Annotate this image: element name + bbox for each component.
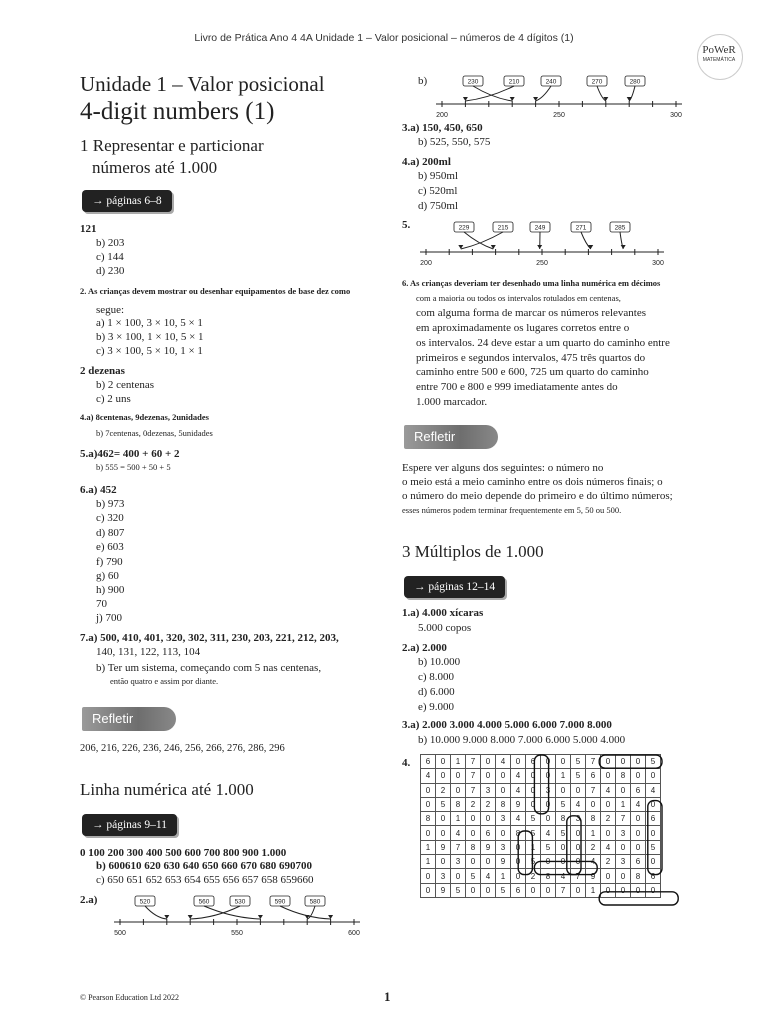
question-4a: 4.a) 200ml [402, 156, 451, 168]
grid-cell: 0 [601, 869, 616, 883]
question-3a-multiples: 3.a) 2.000 3.000 4.000 5.000 6.000 7.000 8.000 [402, 719, 612, 731]
value-box-label: 520 [139, 898, 151, 906]
grid-cell: 0 [646, 855, 661, 869]
pointer-arrow [145, 906, 167, 919]
grid-cell: 3 [571, 812, 586, 826]
answer-3b-multiples: b) 10.000 9.000 8.000 7.000 6.000 5.000 4.000 [418, 734, 626, 746]
grid-cell: 0 [646, 769, 661, 783]
grid-cell: 4 [511, 769, 526, 783]
grid-cell: 3 [436, 869, 451, 883]
answer-6-line: entre 700 e 800 e 999 imediatamente antes do [416, 381, 618, 393]
question-4-label: 4. [402, 757, 411, 769]
grid-cell: 0 [631, 840, 646, 854]
grid-cell: 5 [556, 826, 571, 840]
grid-cell: 2 [601, 855, 616, 869]
arrow-head [621, 245, 626, 249]
grid-cell: 1 [616, 797, 631, 811]
pointer-arrow [465, 86, 514, 101]
grid-cell: 5 [496, 883, 511, 897]
grid-cell: 0 [631, 826, 646, 840]
grid-cell: 0 [511, 840, 526, 854]
answer-line: c) 2 uns [96, 393, 131, 405]
grid-cell: 4 [646, 783, 661, 797]
grid-cell: 0 [526, 883, 541, 897]
grid-cell: 0 [631, 769, 646, 783]
section-heading-1: 1 Representar e particionar [80, 136, 264, 155]
answer-line: d) 807 [96, 527, 125, 539]
grid-cell: 0 [511, 755, 526, 769]
grid-cell: 0 [421, 797, 436, 811]
question-6: 6. As crianças deveriam ter desenhado uma linha numérica em décimos [402, 278, 661, 288]
grid-cell: 7 [586, 783, 601, 797]
grid-cell: 7 [466, 783, 481, 797]
question-5-label: 5. [402, 219, 411, 231]
grid-cell: 3 [616, 826, 631, 840]
answer-line: b) 3 × 100, 1 × 10, 5 × 1 [96, 331, 204, 343]
grid-cell: 6 [646, 869, 661, 883]
numberline-answer-c: c) 650 651 652 653 654 655 656 657 658 659660 [96, 874, 314, 886]
grid-cell: 1 [421, 855, 436, 869]
answer-line: b) 2 centenas [96, 379, 155, 391]
grid-cell: 5 [541, 840, 556, 854]
value-box-label: 215 [497, 224, 509, 232]
grid-cell: 2 [526, 869, 541, 883]
grid-cell: 1 [451, 812, 466, 826]
grid-cell: 8 [631, 869, 646, 883]
logo-subtitle: MATEMÁTICA [702, 57, 736, 63]
running-header: Livro de Prática Ano 4 4A Unidade 1 – Valor posicional – números de 4 dígitos (1) [194, 32, 574, 44]
tick-label: 200 [436, 112, 448, 119]
grid-cell: 0 [541, 812, 556, 826]
tick-label: 200 [420, 260, 432, 267]
grid-cell: 4 [586, 855, 601, 869]
section-heading-2: Linha numérica até 1.000 [80, 780, 254, 799]
grid-row [421, 826, 661, 840]
grid-cell: 5 [571, 755, 586, 769]
answer-line: 121 [80, 223, 97, 235]
arrow-head [328, 915, 333, 919]
answer-line: d) 6.000 [418, 686, 455, 698]
grid-cell: 0 [616, 840, 631, 854]
grid-cell: 0 [586, 797, 601, 811]
pointer-arrow [204, 906, 260, 919]
grid-cell: 1 [586, 883, 601, 897]
answer-3b: b) 525, 550, 575 [418, 136, 491, 148]
reflect-answer-line: o número do meio depende do primeiro e do último números; [402, 490, 673, 502]
value-box-label: 210 [508, 78, 520, 86]
grid-cell: 0 [631, 883, 646, 897]
grid-cell: 0 [541, 769, 556, 783]
grid-cell: 0 [601, 755, 616, 769]
grid-cell: 2 [466, 797, 481, 811]
grid-cell: 0 [601, 883, 616, 897]
grid-cell: 0 [601, 797, 616, 811]
question-6a: 6.a) 452 [80, 484, 117, 496]
grid-cell: 4 [421, 769, 436, 783]
grid-cell: 0 [616, 755, 631, 769]
answer-line: h) 900 [96, 584, 125, 596]
answer-line: f) 790 [96, 556, 123, 568]
grid-cell: 0 [421, 869, 436, 883]
grid-cell: 0 [526, 769, 541, 783]
question-3: 2 dezenas [80, 365, 125, 377]
grid-row [421, 783, 661, 797]
grid-cell: 5 [556, 797, 571, 811]
tick-label: 550 [231, 930, 243, 937]
grid-cell: 5 [571, 769, 586, 783]
answer-7a-cont: 140, 131, 122, 113, 104 [96, 646, 201, 658]
grid-cell: 4 [631, 797, 646, 811]
answer-line: c) 520ml [418, 185, 458, 197]
grid-cell: 0 [496, 783, 511, 797]
value-box-label: 240 [545, 78, 557, 86]
grid-cell: 5 [526, 812, 541, 826]
grid-cell: 0 [541, 883, 556, 897]
grid-cell: 1 [496, 869, 511, 883]
grid-cell: 5 [646, 755, 661, 769]
answer-4b: b) 7centenas, 0dezenas, 5unidades [96, 428, 213, 438]
grid-cell: 8 [511, 826, 526, 840]
answer-line: j) 700 [96, 612, 122, 624]
answer-line: b) 10.000 [418, 656, 461, 668]
grid-cell: 4 [496, 755, 511, 769]
grid-row [421, 812, 661, 826]
answer-7b-cont: então quatro e assim por diante. [110, 676, 219, 686]
answer-5b: b) 555 = 500 + 50 + 5 [96, 462, 171, 472]
reflect-badge-1: Refletir [82, 707, 176, 731]
pages-badge-1: → páginas 6–8 [82, 190, 172, 212]
pointer-arrow [536, 86, 551, 101]
answer-6-line: em aproximadamente os lugares corretos entre o [416, 322, 630, 334]
grid-cell: 5 [526, 826, 541, 840]
answer-line: segue: [96, 304, 125, 316]
tick-label: 500 [114, 930, 126, 937]
arrow-head [188, 915, 193, 919]
value-box-label: 270 [591, 78, 603, 86]
grid-cell: 7 [616, 812, 631, 826]
grid-row [421, 797, 661, 811]
grid-cell: 9 [586, 869, 601, 883]
grid-cell: 0 [511, 869, 526, 883]
page-subtitle: 4-digit numbers (1) [80, 98, 275, 125]
number-search-grid [420, 754, 661, 898]
unit-title: Unidade 1 – Valor posicional [80, 72, 325, 96]
grid-cell: 0 [541, 797, 556, 811]
pointer-arrow [464, 232, 493, 249]
value-box-label: 249 [534, 224, 546, 232]
answer-line: c) 3 × 100, 5 × 10, 1 × 1 [96, 345, 203, 357]
grid-cell: 0 [466, 855, 481, 869]
answer-7b: b) Ter um sistema, começando com 5 nas centenas, [96, 662, 322, 674]
grid-cell: 0 [451, 769, 466, 783]
grid-cell: 7 [556, 883, 571, 897]
grid-cell: 4 [511, 812, 526, 826]
answer-6-line: com alguma forma de marcar os números relevantes [416, 307, 646, 319]
answer-line: d) 230 [96, 265, 125, 277]
grid-cell: 1 [556, 769, 571, 783]
grid-cell: 0 [616, 783, 631, 797]
copyright: © Pearson Education Ltd 2022 [80, 993, 179, 1002]
grid-row [421, 769, 661, 783]
pointer-arrow [280, 906, 331, 919]
grid-cell: 1 [451, 755, 466, 769]
grid-cell: 9 [481, 840, 496, 854]
reflect-answer-line: Espere ver alguns dos seguintes: o número no [402, 462, 604, 474]
grid-cell: 9 [436, 840, 451, 854]
grid-cell: 1 [421, 840, 436, 854]
numberline-answer-a: 0 100 200 300 400 500 600 700 800 900 1.000 [80, 847, 287, 859]
grid-cell: 0 [451, 869, 466, 883]
answer-1b: 5.000 copos [418, 622, 472, 634]
grid-cell: 3 [496, 840, 511, 854]
grid-row [421, 840, 661, 854]
grid-cell: 0 [421, 826, 436, 840]
tick-label: 300 [652, 260, 664, 267]
grid-cell: 7 [586, 755, 601, 769]
tick-label: 600 [348, 930, 360, 937]
answer-line: g) 60 [96, 570, 119, 582]
grid-cell: 5 [436, 797, 451, 811]
grid-row [421, 869, 661, 883]
grid-cell: 0 [616, 869, 631, 883]
question-2a-label: 2.a) [80, 894, 98, 906]
grid-cell: 0 [436, 755, 451, 769]
answer-line: 70 [96, 598, 107, 610]
grid-cell: 4 [541, 826, 556, 840]
grid-cell: 3 [496, 812, 511, 826]
reflect-badge-2: Refletir [404, 425, 498, 449]
grid-cell: 6 [646, 812, 661, 826]
number-line-b [410, 72, 692, 124]
tick-label: 250 [536, 260, 548, 267]
grid-cell: 7 [466, 769, 481, 783]
grid-cell: 7 [466, 755, 481, 769]
grid-cell: 0 [436, 826, 451, 840]
question-7a: 7.a) 500, 410, 401, 320, 302, 311, 230, 203, 221, 212, 203, [80, 632, 339, 644]
pointer-arrow [190, 906, 240, 919]
grid-cell: 1 [586, 826, 601, 840]
grid-cell: 0 [571, 783, 586, 797]
grid-cell: 8 [466, 840, 481, 854]
reflect-answer-1: 206, 216, 226, 236, 246, 256, 266, 276, 286, 296 [80, 743, 285, 754]
grid-cell: 8 [616, 769, 631, 783]
grid-cell: 0 [496, 826, 511, 840]
grid-cell: 4 [451, 826, 466, 840]
logo-title: PoWeR [702, 44, 736, 56]
grid-cell: 6 [526, 755, 541, 769]
reflect-answer-line: esses números podem terminar frequentemente em 5, 50 ou 500. [402, 505, 622, 515]
grid-cell: 0 [481, 883, 496, 897]
grid-cell: 4 [571, 797, 586, 811]
grid-cell: 0 [601, 769, 616, 783]
grid-cell: 4 [601, 840, 616, 854]
grid-cell: 0 [631, 812, 646, 826]
pages-badge-2: → páginas 9–11 [82, 814, 177, 836]
grid-cell: 0 [556, 840, 571, 854]
grid-cell: 4 [481, 869, 496, 883]
answer-line: c) 8.000 [418, 671, 455, 683]
grid-cell: 0 [631, 755, 646, 769]
grid-cell: 0 [646, 883, 661, 897]
grid-cell: 0 [571, 840, 586, 854]
grid-cell: 7 [451, 840, 466, 854]
grid-cell: 0 [571, 855, 586, 869]
value-box-label: 280 [629, 78, 641, 86]
grid-cell: 9 [436, 883, 451, 897]
grid-cell: 0 [571, 826, 586, 840]
value-box-label: 230 [467, 78, 479, 86]
grid-cell: 0 [421, 783, 436, 797]
answer-line: b) 950ml [418, 170, 459, 182]
grid-cell: 0 [466, 812, 481, 826]
grid-cell: 0 [481, 769, 496, 783]
grid-cell: 7 [571, 869, 586, 883]
grid-row [421, 883, 661, 897]
grid-cell: 0 [556, 783, 571, 797]
number-line-5 [412, 218, 682, 272]
grid-cell: 6 [511, 883, 526, 897]
question-3a: 3.a) 150, 450, 650 [402, 122, 483, 134]
value-box-label: 580 [309, 898, 321, 906]
grid-cell: 0 [526, 797, 541, 811]
grid-cell: 0 [436, 855, 451, 869]
grid-cell: 6 [481, 826, 496, 840]
answer-line: c) 320 [96, 512, 124, 524]
grid-cell: 8 [586, 812, 601, 826]
grid-cell: 4 [601, 783, 616, 797]
value-box-label: 530 [234, 898, 246, 906]
question-2a: 2.a) 2.000 [402, 642, 447, 654]
grid-cell: 0 [541, 855, 556, 869]
grid-cell: 8 [421, 812, 436, 826]
grid-cell: 5 [466, 869, 481, 883]
grid-cell: 6 [421, 755, 436, 769]
grid-cell: 0 [481, 812, 496, 826]
grid-cell: 5 [526, 855, 541, 869]
numberline-answer-b: b) 600610 620 630 640 650 660 670 680 690700 [96, 860, 313, 872]
grid-cell: 0 [556, 755, 571, 769]
value-box-label: 271 [575, 224, 587, 232]
grid-cell: 0 [571, 883, 586, 897]
grid-cell: 1 [526, 840, 541, 854]
grid-cell: 0 [466, 826, 481, 840]
value-box-label: 560 [198, 898, 210, 906]
grid-cell: 0 [556, 855, 571, 869]
grid-cell: 0 [436, 769, 451, 783]
answer-line: e) 9.000 [418, 701, 455, 713]
grid-cell: 3 [541, 783, 556, 797]
tick-label: 250 [553, 112, 565, 119]
grid-cell: 9 [511, 797, 526, 811]
grid-row [421, 855, 661, 869]
grid-cell: 2 [436, 783, 451, 797]
question-4a: 4.a) 8centenas, 9dezenas, 2unidades [80, 412, 209, 422]
value-box-label: 285 [614, 224, 626, 232]
question-b-label: b) [418, 75, 428, 87]
section-heading-3: 3 Múltiplos de 1.000 [402, 542, 544, 561]
grid-cell: 6 [631, 783, 646, 797]
reflect-answer-line: o meio está a meio caminho entre os dois números finais; o [402, 476, 663, 488]
answer-6-line: primeiros e segundos intervalos, 475 três quartos do [416, 352, 646, 364]
tick-label: 300 [670, 112, 682, 119]
grid-cell: 0 [466, 883, 481, 897]
answer-6-line: com a maioria ou todos os intervalos rotulados em centenas, [416, 293, 621, 303]
grid-cell: 6 [586, 769, 601, 783]
answer-line: b) 203 [96, 237, 125, 249]
grid-cell: 8 [496, 797, 511, 811]
answer-6-line: caminho entre 500 e 600, 725 um quarto do caminho [416, 366, 649, 378]
grid-cell: 0 [496, 769, 511, 783]
grid-row [421, 755, 661, 769]
question-5a: 5.a)462= 400 + 60 + 2 [80, 448, 180, 460]
grid-cell: 4 [556, 869, 571, 883]
grid-cell: 0 [526, 783, 541, 797]
grid-cell: 8 [541, 869, 556, 883]
grid-cell: 8 [556, 812, 571, 826]
grid-cell: 0 [436, 812, 451, 826]
grid-cell: 2 [586, 840, 601, 854]
grid-cell: 0 [481, 855, 496, 869]
grid-cell: 0 [616, 883, 631, 897]
grid-cell: 5 [646, 840, 661, 854]
grid-cell: 0 [646, 797, 661, 811]
section-heading-1b: números até 1.000 [92, 158, 218, 177]
answer-line: e) 603 [96, 541, 124, 553]
grid-cell: 0 [601, 826, 616, 840]
grid-cell: 9 [496, 855, 511, 869]
grid-cell: 8 [451, 797, 466, 811]
grid-cell: 2 [481, 797, 496, 811]
grid-cell: 0 [421, 883, 436, 897]
answer-line: d) 750ml [418, 200, 459, 212]
page-number: 1 [384, 989, 391, 1004]
grid-cell: 0 [541, 755, 556, 769]
pages-badge-3: → páginas 12–14 [404, 576, 505, 598]
arrow-head [258, 915, 263, 919]
grid-cell: 3 [616, 855, 631, 869]
grid-cell: 4 [511, 783, 526, 797]
grid-cell: 0 [646, 826, 661, 840]
grid-cell: 0 [481, 755, 496, 769]
arrow-head [537, 245, 542, 249]
grid-cell: 6 [631, 855, 646, 869]
answer-line: b) 973 [96, 498, 125, 510]
grid-cell: 3 [451, 855, 466, 869]
answer-line: a) 1 × 100, 3 × 10, 5 × 1 [96, 317, 203, 329]
grid-cell: 0 [511, 855, 526, 869]
answer-6-line: os intervalos. 24 deve estar a um quarto do caminho entre [416, 337, 670, 349]
grid-cell: 5 [451, 883, 466, 897]
answer-6-line: 1.000 marcador. [416, 396, 488, 408]
power-maths-logo [693, 34, 745, 78]
grid-cell: 0 [451, 783, 466, 797]
number-line-2a [114, 892, 360, 942]
value-box-label: 229 [458, 224, 470, 232]
grid-cell: 3 [481, 783, 496, 797]
value-box-label: 590 [274, 898, 286, 906]
question-2: 2. As crianças devem mostrar ou desenhar equipamentos de base dez como [80, 286, 351, 296]
grid-cell: 2 [601, 812, 616, 826]
question-1a: 1.a) 4.000 xícaras [402, 607, 484, 619]
answer-line: c) 144 [96, 251, 124, 263]
